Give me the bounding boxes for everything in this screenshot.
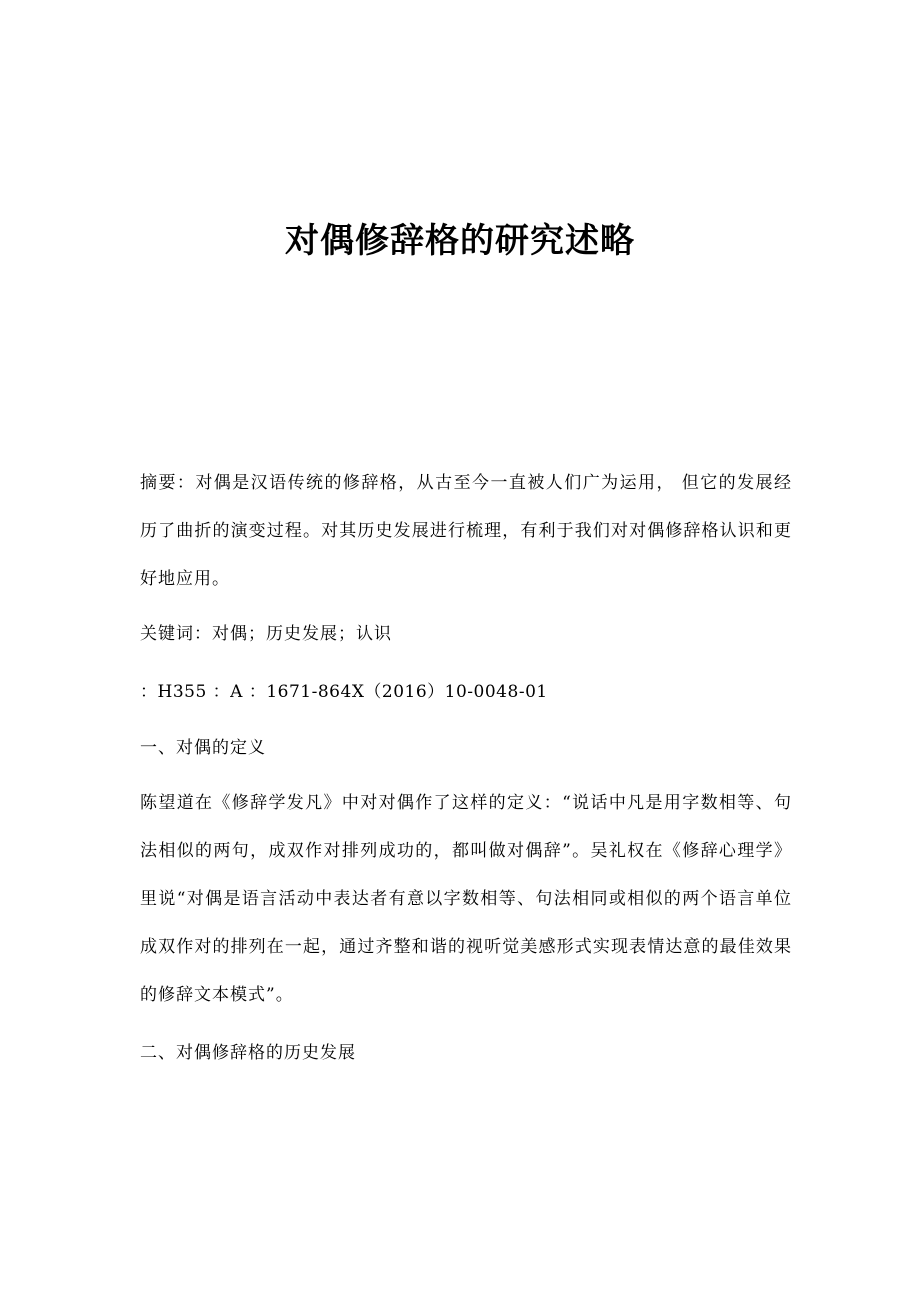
abstract-paragraph: 摘要：对偶是汉语传统的修辞格，从古至今一直被人们广为运用， 但它的发展经历了曲折的演变过程。对其历史发展进行梳理，有利于我们对对偶修辞格认识和更好地应用。 [140, 473, 792, 589]
section-2-heading: 二、对偶修辞格的历史发展 [140, 1043, 356, 1063]
keywords-line: 关键词：对偶；历史发展；认识 [140, 624, 392, 644]
section-1-heading: 一、对偶的定义 [140, 738, 266, 758]
document-title: 对偶修辞格的研究述略 [285, 221, 635, 261]
classification-line: ：H355 ：A ：1671-864X（2016）10-0048-01 [140, 682, 548, 702]
section-1-body: 陈望道在《修辞学发凡》中对对偶作了这样的定义：“说话中凡是用字数相等、句法相似的两句，成双作对排列成功的，都叫做对偶辞”。吴礼权在《修辞心理学》里说“对偶是语言活动中表达者有意以字数相等、句法相同或相似的两个语言单位成双作对的排列在一起，通过齐整和谐的视听觉美感形式实现表情达意的最佳效果的修辞文本模式”。 [140, 793, 792, 1005]
